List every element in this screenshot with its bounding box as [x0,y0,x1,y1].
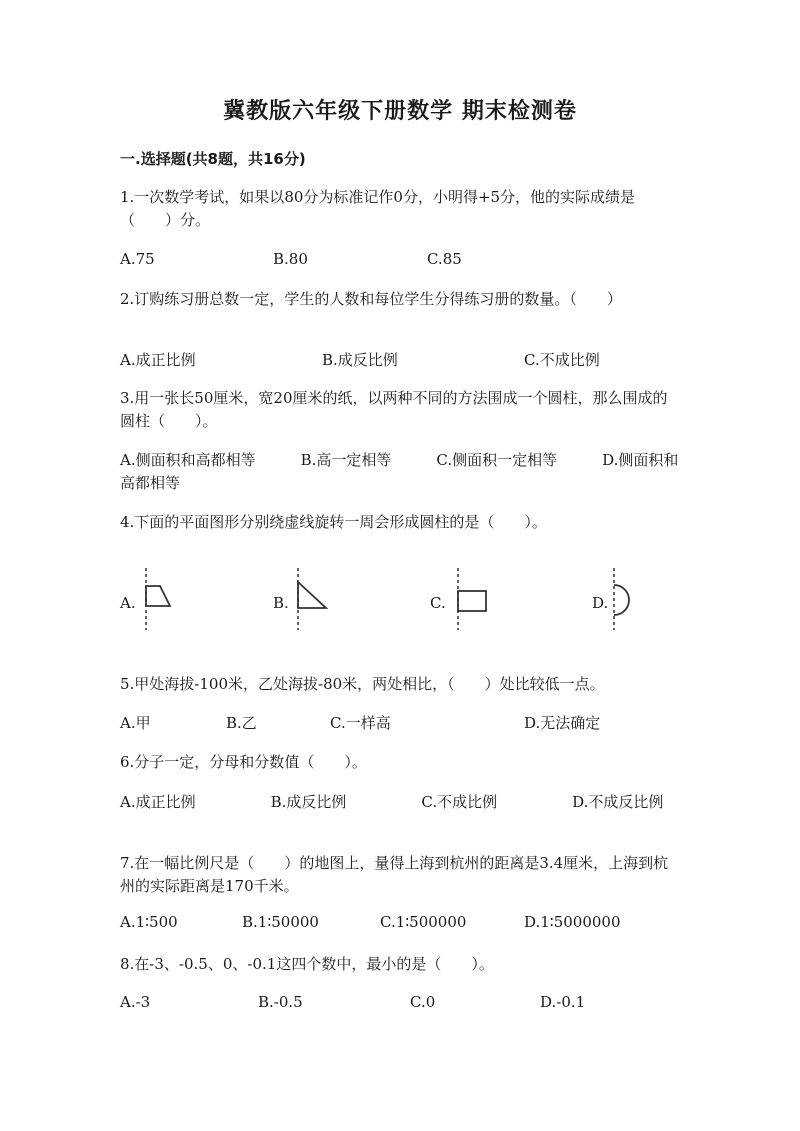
question-7-stem: 7.在一幅比例尺是（ ）的地图上，量得上海到杭州的距离是3.4厘米，上海到杭州的实际距离是170千米。 [120,854,669,895]
semicircle-with-axis-icon [606,568,648,630]
q6-options[interactable]: A.成正比例 B.成反比例 C.不成比例 D.不成反比例 [120,793,664,811]
q8-option-b[interactable]: B.-0.5 [258,993,303,1011]
section-heading: 一.选择题(共8题，共16分) [120,150,306,168]
question-3-stem: 3.用一张长50厘米，宽20厘米的纸，以两种不同的方法围成一个圆柱，那么围成的圆柱（ ）。 [120,389,668,430]
question-5-stem: 5.甲处海拔-100米，乙处海拔-80米，两处相比，（ ）处比较低一点。 [120,675,605,693]
q2-option-c[interactable]: C.不成比例 [524,351,600,369]
q2-option-a[interactable]: A.成正比例 [120,351,196,369]
trapezoid-with-axis-icon [138,568,178,630]
question-2-stem: 2.订购练习册总数一定，学生的人数和每位学生分得练习册的数量。（ ） [120,290,622,308]
q4-option-b[interactable]: B. [273,594,289,612]
q8-option-a[interactable]: A.-3 [120,993,151,1011]
page-title: 冀教版六年级下册数学 期末检测卷 [223,99,577,124]
triangle-with-axis-icon [290,568,332,630]
q3-options[interactable]: A.侧面积和高都相等 B.高一定相等 C.侧面积一定相等 D.侧面积和高都相等 [120,451,679,492]
question-8-stem: 8.在-3、-0.5、0、-0.1这四个数中，最小的是（ ）。 [120,955,494,973]
q4-option-c[interactable]: C. [430,594,446,612]
question-6-stem: 6.分子一定，分母和分数值（ ）。 [120,753,367,771]
q8-option-c[interactable]: C.0 [410,993,436,1011]
q4-option-a[interactable]: A. [120,594,136,612]
q7-option-d[interactable]: D.1∶5000000 [524,913,621,931]
question-1-stem: 1.一次数学考试，如果以80分为标准记作0分，小明得+5分，他的实际成绩是（ ）分。 [120,188,636,229]
q8-option-d[interactable]: D.-0.1 [540,993,586,1011]
q1-option-a[interactable]: A.75 [120,250,155,268]
q1-option-c[interactable]: C.85 [427,250,462,268]
q4-option-d[interactable]: D. [592,594,609,612]
q7-option-c[interactable]: C.1∶500000 [380,913,467,931]
rectangle-with-axis-icon [450,568,492,630]
q5-option-a[interactable]: A.甲 [120,714,151,732]
q2-option-b[interactable]: B.成反比例 [322,351,398,369]
q5-option-b[interactable]: B.乙 [226,714,257,732]
q1-option-b[interactable]: B.80 [273,250,308,268]
q5-option-d[interactable]: D.无法确定 [524,714,601,732]
q5-option-c[interactable]: C.一样高 [330,714,391,732]
q7-option-a[interactable]: A.1∶500 [120,913,178,931]
question-4-stem: 4.下面的平面图形分别绕虚线旋转一周会形成圆柱的是（ ）。 [120,513,547,531]
q7-option-b[interactable]: B.1∶50000 [242,913,319,931]
